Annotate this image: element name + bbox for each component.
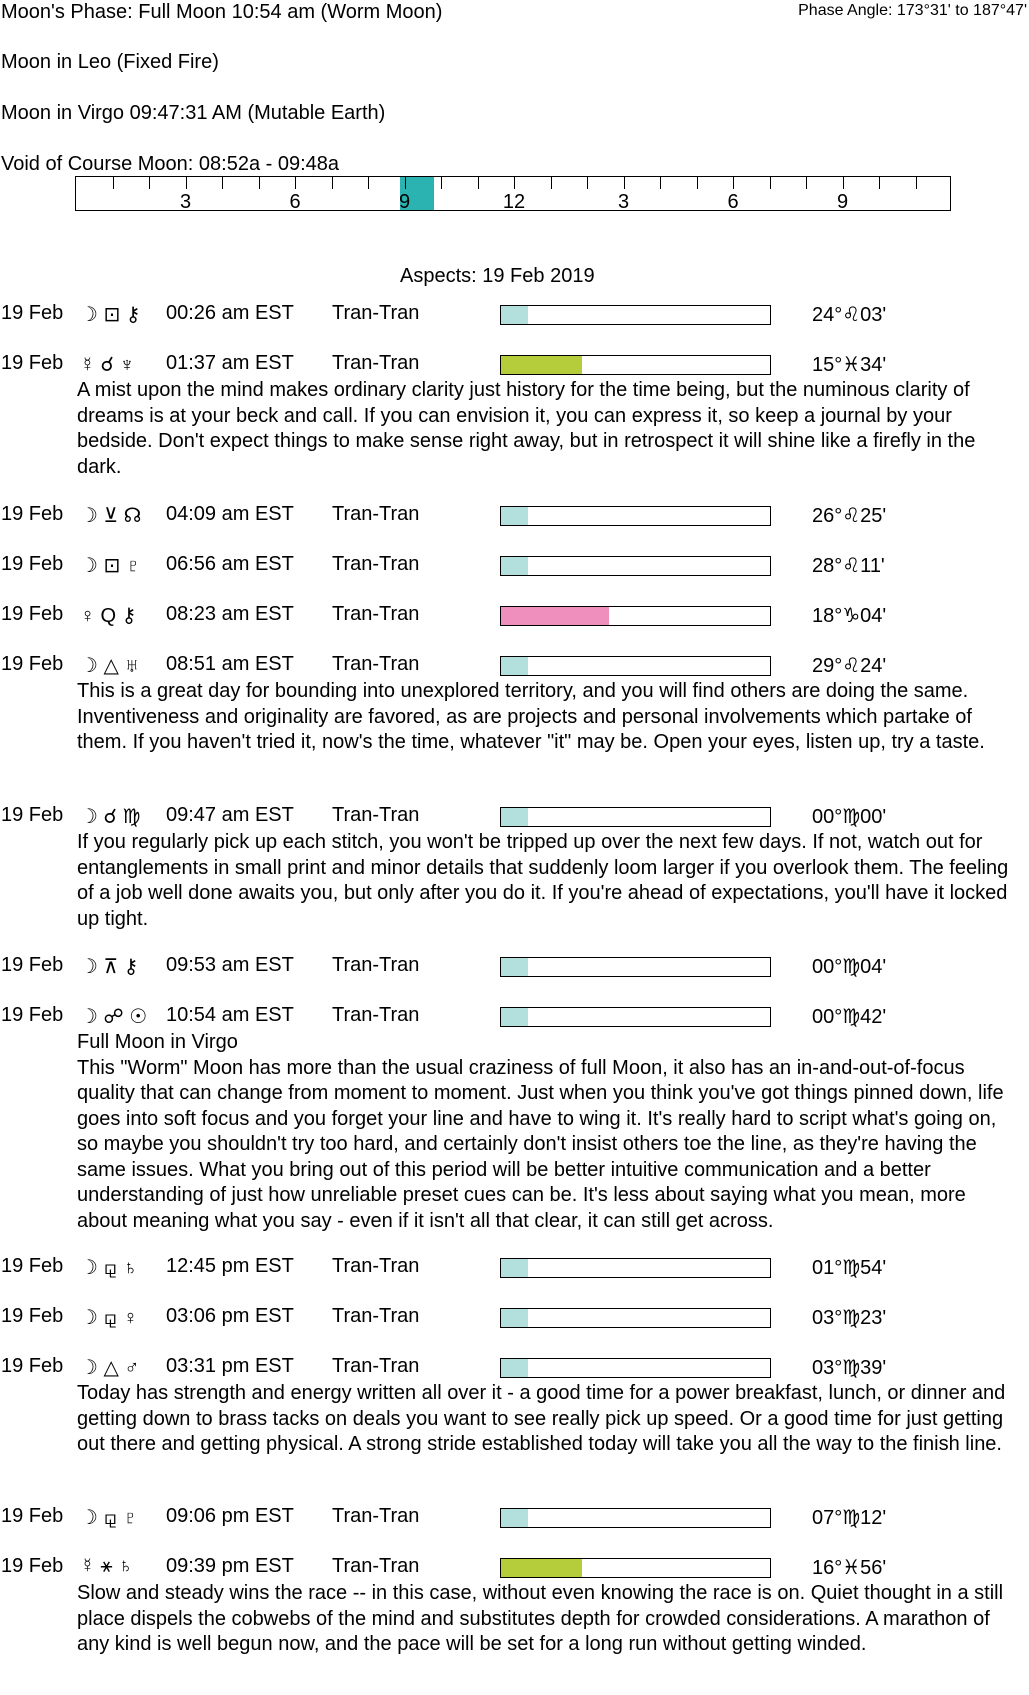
timeline-tick [733, 177, 734, 189]
aspect-position: 24°♌03' [812, 304, 887, 326]
timeline-hour-label: 12 [502, 191, 526, 213]
aspect-time: 04:09 am EST [166, 503, 294, 525]
aspect-date: 19 Feb [1, 1004, 64, 1026]
aspect-date: 19 Feb [1, 804, 64, 826]
timeline-tick [222, 177, 223, 189]
aspect-type: Tran-Tran [332, 1555, 420, 1577]
aspect-type: Tran-Tran [332, 352, 420, 374]
aspect-position: 00°♍42' [812, 1006, 887, 1028]
timeline-tick [368, 177, 369, 189]
aspect-position: 00°♍00' [812, 806, 887, 828]
timeline-tick [697, 177, 698, 189]
aspect-row [0, 954, 1029, 980]
timeline-tick [113, 177, 114, 189]
aspect-row [0, 553, 1029, 579]
strength-bar [500, 1508, 771, 1528]
strength-bar-fill [501, 1259, 528, 1277]
aspects-title: Aspects: 19 Feb 2019 [400, 265, 595, 287]
aspect-time: 00:26 am EST [166, 302, 294, 324]
strength-bar-fill [501, 557, 528, 575]
aspect-position: 07°♍12' [812, 1507, 887, 1529]
aspect-glyphs: ☽ △ ♅ [80, 655, 140, 677]
timeline-tick [295, 177, 296, 189]
aspect-type: Tran-Tran [332, 553, 420, 575]
aspect-time: 06:56 am EST [166, 553, 294, 575]
aspect-position: 18°♑04' [812, 605, 887, 627]
aspect-type: Tran-Tran [332, 653, 420, 675]
timeline-hour-label: 6 [289, 191, 301, 213]
aspect-glyphs: ☽ ⊼ ⚷ [80, 956, 139, 978]
aspect-glyphs: ☽ ⊡ ♇ [80, 555, 141, 577]
aspect-date: 19 Feb [1, 653, 64, 675]
aspect-row [0, 352, 1029, 378]
strength-bar-fill [501, 1559, 582, 1577]
aspect-position: 01°♍54' [812, 1257, 887, 1279]
timeline-tick [624, 177, 625, 189]
timeline-tick [843, 177, 844, 189]
strength-bar [500, 1007, 771, 1027]
aspect-glyphs: ☽ ⊡ ⚷ [80, 304, 141, 326]
aspect-glyphs: ☿ ⚹ ♄ [80, 1555, 134, 1577]
strength-bar [500, 556, 771, 576]
aspect-type: Tran-Tran [332, 503, 420, 525]
aspect-row [0, 1004, 1029, 1030]
timeline-tick [149, 177, 150, 189]
aspect-row [0, 804, 1029, 830]
aspect-glyphs: ☽ ⊻ ☊ [80, 505, 142, 527]
aspect-date: 19 Feb [1, 1305, 64, 1327]
aspect-description: If you regularly pick up each stitch, you won't be tripped up over the next few days. If not, watch out for entanglements in small print and minor details that suddenly loom larger if you overlook them. The feeling of a job well done awaits you, but only after you do it. If you're ahead of expectations, you'll have it locked up tight. [77, 831, 1009, 930]
aspect-description: A mist upon the mind makes ordinary clarity just history for the time being, but the numinous clarity of dreams is at your beck and call. If you can envision it, you can express it, so keep a journal by your bedside. Don't expect things to make sense right away, but in retrospect it will shine like a firefly in the dark. [77, 379, 976, 478]
timeline-tick [478, 177, 479, 189]
aspect-type: Tran-Tran [332, 1004, 420, 1026]
aspect-time: 09:06 pm EST [166, 1505, 294, 1527]
aspect-row [0, 302, 1029, 328]
moon-phase-line: Moon's Phase: Full Moon 10:54 am (Worm Moon) [1, 1, 443, 23]
aspect-type: Tran-Tran [332, 804, 420, 826]
aspect-date: 19 Feb [1, 1255, 64, 1277]
aspect-position: 28°♌11' [812, 555, 885, 577]
aspect-position: 03°♍23' [812, 1307, 887, 1329]
aspect-position: 00°♍04' [812, 956, 887, 978]
aspect-date: 19 Feb [1, 1355, 64, 1377]
aspect-type: Tran-Tran [332, 954, 420, 976]
aspect-glyphs: ♀ Q ⚷ [80, 605, 137, 627]
phase-angle: Phase Angle: 173°31' to 187°47' [798, 2, 1027, 19]
aspect-date: 19 Feb [1, 352, 64, 374]
aspect-position: 29°♌24' [812, 655, 887, 677]
aspect-position: 26°♌25' [812, 505, 887, 527]
aspect-time: 08:51 am EST [166, 653, 294, 675]
timeline-hour-label: 9 [398, 191, 411, 213]
aspect-row [0, 653, 1029, 679]
strength-bar [500, 1308, 771, 1328]
aspect-glyphs: ☽ ⚼ ♇ [80, 1507, 138, 1529]
timeline-tick [441, 177, 442, 189]
aspect-date: 19 Feb [1, 302, 64, 324]
aspect-date: 19 Feb [1, 1505, 64, 1527]
timeline-tick [332, 177, 333, 189]
aspect-glyphs: ☽ ⚼ ♀ [80, 1307, 138, 1329]
aspect-time: 10:54 am EST [166, 1004, 294, 1026]
timeline-tick [551, 177, 552, 189]
strength-bar-fill [501, 306, 528, 324]
strength-bar [500, 807, 771, 827]
timeline-hour-label: 3 [179, 191, 192, 213]
moon-sign-virgo: Moon in Virgo 09:47:31 AM (Mutable Earth) [1, 102, 386, 124]
aspect-date: 19 Feb [1, 553, 64, 575]
aspect-row [0, 1555, 1029, 1581]
aspect-date: 19 Feb [1, 603, 64, 625]
aspect-description: Full Moon in Virgo This "Worm" Moon has more than the usual craziness of full Moon, it also has an in-and-out-of-focus quality that can change from moment to moment. Just when you think you've got things pinned down, life goes into soft focus and you forget your line and have to wing it. It's really hard to script what's going on, so maybe you shouldn't try too hard, and certainly don't insist others toe the line, as they're having the same issues. What you bring out of this period will be better intuitive communication and a better understanding of just how unreliable preset cues can be. It's less about saying what you mean, more about meaning what you say - even if it isn't all that clear, it can still get across. [77, 1031, 1004, 1232]
strength-bar-fill [501, 1509, 528, 1527]
strength-bar-fill [501, 607, 609, 625]
aspect-type: Tran-Tran [332, 1505, 420, 1527]
timeline-tick [660, 177, 661, 189]
moon-sign-leo: Moon in Leo (Fixed Fire) [1, 51, 219, 73]
strength-bar-fill [501, 356, 582, 374]
aspect-glyphs: ☽ ☌ ♍ [80, 806, 141, 828]
timeline-hour-label: 6 [727, 191, 739, 213]
timeline-tick [916, 177, 917, 189]
strength-bar [500, 606, 771, 626]
timeline-tick [259, 177, 260, 189]
aspect-glyphs: ☽ ⚼ ♄ [80, 1257, 138, 1279]
aspect-date: 19 Feb [1, 503, 64, 525]
timeline-tick [405, 177, 406, 189]
strength-bar [500, 506, 771, 526]
strength-bar-fill [501, 1359, 528, 1377]
day-timeline [75, 176, 951, 211]
strength-bar-fill [501, 657, 528, 675]
aspect-description: Today has strength and energy written all over it - a good time for a power breakfast, lunch, or dinner and getting down to brass tacks on deals you want to see really pick up speed. Or a good time for just getting out there and getting physical. A strong stride established today will take you all the way to the finish line. [77, 1382, 1006, 1455]
strength-bar [500, 1558, 771, 1578]
aspect-position: 16°♓56' [812, 1557, 887, 1579]
aspect-description: Slow and steady wins the race -- in this case, without even knowing the race is on. Quiet thought in a still place dispels the cobwebs of the mind and substitutes depth for crowded considerations. A marathon of any kind is well begun now, and the pace will be set for a long run without getting winded. [77, 1582, 1004, 1655]
aspect-row [0, 1305, 1029, 1331]
aspect-time: 03:06 pm EST [166, 1305, 294, 1327]
strength-bar-fill [501, 1008, 528, 1026]
aspect-type: Tran-Tran [332, 603, 420, 625]
aspect-time: 03:31 pm EST [166, 1355, 294, 1377]
aspect-time: 12:45 pm EST [166, 1255, 294, 1277]
aspect-glyphs: ☿ ☌ ♆ [80, 354, 135, 376]
timeline-tick [879, 177, 880, 189]
aspect-type: Tran-Tran [332, 1255, 420, 1277]
timeline-hour-label: 9 [836, 191, 849, 213]
aspect-row [0, 1505, 1029, 1531]
timeline-hour-label: 3 [617, 191, 630, 213]
timeline-tick [587, 177, 588, 189]
aspect-date: 19 Feb [1, 954, 64, 976]
timeline-tick [806, 177, 807, 189]
strength-bar [500, 1358, 771, 1378]
timeline-tick [770, 177, 771, 189]
aspect-position: 03°♍39' [812, 1357, 887, 1379]
aspect-date: 19 Feb [1, 1555, 64, 1577]
strength-bar [500, 1258, 771, 1278]
aspect-time: 09:47 am EST [166, 804, 294, 826]
strength-bar [500, 957, 771, 977]
strength-bar [500, 656, 771, 676]
strength-bar-fill [501, 1309, 528, 1327]
strength-bar-fill [501, 507, 528, 525]
aspect-type: Tran-Tran [332, 1355, 420, 1377]
aspect-time: 09:53 am EST [166, 954, 294, 976]
timeline-tick [186, 177, 187, 189]
strength-bar-fill [501, 958, 528, 976]
aspect-type: Tran-Tran [332, 1305, 420, 1327]
strength-bar-fill [501, 808, 528, 826]
aspect-time: 08:23 am EST [166, 603, 294, 625]
strength-bar [500, 355, 771, 375]
aspect-row [0, 1255, 1029, 1281]
aspect-type: Tran-Tran [332, 302, 420, 324]
aspect-time: 01:37 am EST [166, 352, 294, 374]
aspect-description: This is a great day for bounding into unexplored territory, and you will find others are doing the same. Inventiveness and originality are favored, as are projects and personal involvements which partake of them. If you haven't tried it, now's the time, whatever "it" may be. Open your eyes, listen up, try a taste. [77, 680, 985, 753]
aspect-row [0, 503, 1029, 529]
aspect-position: 15°♓34' [812, 354, 887, 376]
aspect-row [0, 603, 1029, 629]
aspect-glyphs: ☽ ☍ ☉ [80, 1006, 148, 1028]
aspect-glyphs: ☽ △ ♂ [80, 1357, 140, 1379]
timeline-tick [514, 177, 515, 189]
void-of-course: Void of Course Moon: 08:52a - 09:48a [1, 153, 340, 175]
aspect-time: 09:39 pm EST [166, 1555, 294, 1577]
strength-bar [500, 305, 771, 325]
aspect-row [0, 1355, 1029, 1381]
